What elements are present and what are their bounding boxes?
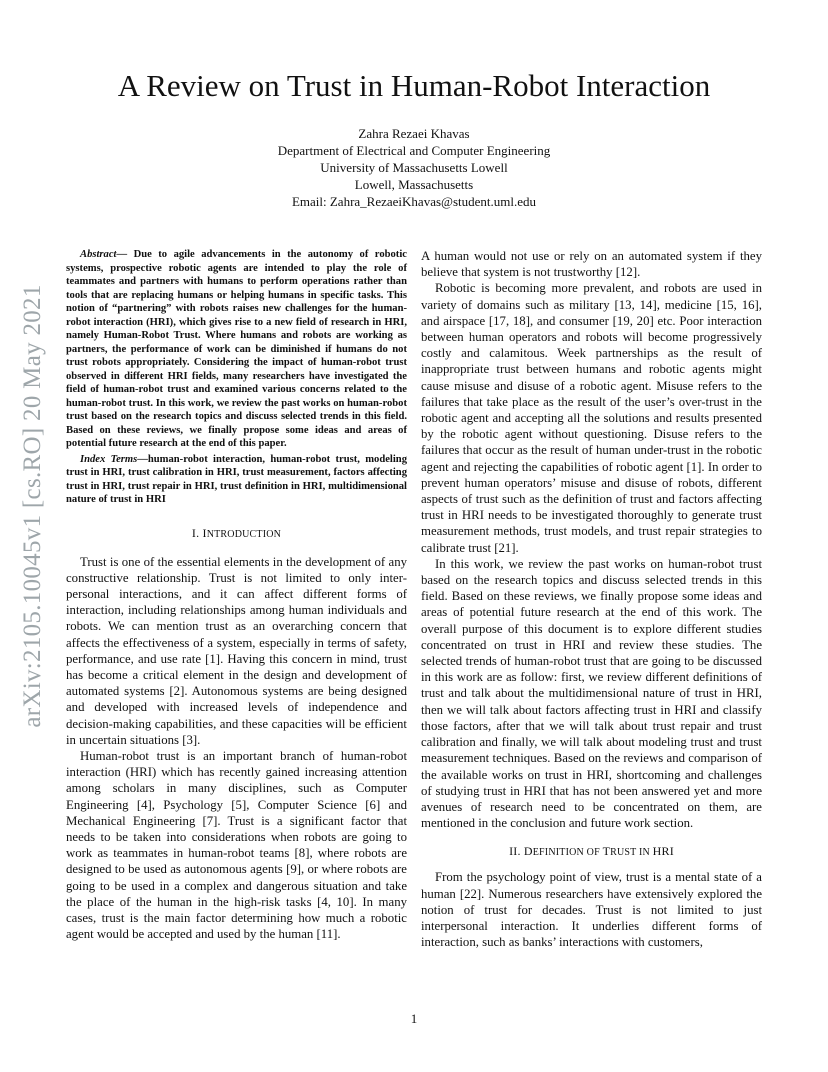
section-heading-introduction: I. INTRODUCTION (191, 525, 282, 540)
abstract (66, 248, 407, 451)
arxiv-identifier: arXiv:2105.10045v1 [cs.RO] 20 May 2021 (19, 284, 46, 728)
author-name: Zahra Rezaei Khavas (358, 126, 470, 141)
author-email: Email: Zahra_RezaeiKhavas@student.uml.edu (291, 194, 537, 209)
index-terms (66, 453, 407, 507)
author-department: Department of Electrical and Computer Engineering (277, 143, 551, 158)
paper-title: A Review on Trust in Human-Robot Interaction (117, 68, 711, 103)
index-terms-lead: Index Terms (80, 453, 138, 465)
author-university: University of Massachusetts Lowell (320, 160, 508, 175)
body-paragraph: From the psychology point of view, trust is a mental state of a human [22]. Numerous researchers have extensively explored the notion of trust for decades. Trust is not limited to just interpersonal interaction. It underlies different forms of interaction, such as banks’ interactions with customers, (421, 870, 762, 950)
index-terms-dash: — (137, 453, 148, 465)
page-number: 1 (410, 1011, 418, 1026)
index-terms-text: human-robot interaction, human-robot trust, modeling trust in HRI, trust calibration in HRI, trust measurement, factors affecting trust in HRI, trust repair in HRI, trust definition in HRI, multidimensional nature of trust in HRI (66, 453, 407, 505)
author-location: Lowell, Massachusetts (354, 177, 474, 192)
arxiv-side-stamp (20, 240, 46, 772)
abstract-text: Due to agile advancements in the autonomy of robotic systems, prospective robotic agents are intended to play the role of teammates and partners with humans to perform operations rather than tools that are replacing humans or helping humans in specific tasks. This notion of “partnering” with robots raises new challenges for the human-robot interaction (HRI), which gives rise to a new field of research in HRI, namely Human-Robot Trust. Where humans and robots are working as partners, the performance of work can be diminished if humans do not trust robots appropriately. Considering the impact of human-robot trust observed in different HRI fields, many researchers have investigated the field of human-robot trust and examined various concerns related to the human-robot trust. In this work, we review the past works on human-robot trust based on the research topics and discuss selected trends in this field. Based on these reviews, we finally propose some ideas and areas of potential future research at the end of this paper. (66, 249, 407, 449)
body-paragraph: Robotic is becoming more prevalent, and robots are used in variety of domains such as military [13, 14], medicine [15, 16], and airspace [17, 18], and consumer [19, 20] etc. Poor interaction between human operators and robots will become progressively costly and calamitous. Week partnerships as the result of inappropriate trust between humans and robotic agents might cause misuse and disuse of a robotic agent. Misuse refers to the failures that take place as the result of the user’s over-trust in the robotic agent and accepting all the solutions and results presented by the robotic agent without questioning. Disuse refers to the failures that occur as the result of human under-trust in the robotic agent and rejecting the capabilities of robotic agent [1]. In order to prevent human operators’ misuse and disuse of robots, different aspects of trust such as the definition of trust and factors affecting trust in HRI needs to be investigated thoroughly to generate trust measurement methods, trust models, and trust repair strategies to calibrate trust [21]. (421, 281, 762, 555)
section-heading-definition-of-trust: II. DEFINITION OF TRUST IN HRI (509, 844, 674, 859)
abstract-lead: Abstract (80, 249, 117, 260)
author-block (0, 125, 828, 210)
body-paragraph: Trust is one of the essential elements in the development of any constructive relationship. Trust is not limited to only inter-personal interactions, and it can affect different forms of interaction, including relationships among human individuals and robots. We can mention trust as an overarching concern that affects the effectiveness of a system, especially in terms of safety, performance, and use rate [1]. Having this concern in mind, trust has become a critical element in the design and development of automated systems [2]. Autonomous systems are being designed and developed with increased levels of independence and decision-making capabilities, and these capacities will be efficient in uncertain situations [3]. (66, 554, 407, 747)
body-paragraph: Human-robot trust is an important branch of human-robot interaction (HRI) which has recently gained increasing attention among scholars in many disciplines, such as Computer Engineering [4], Psychology [5], Computer Science [6] and Mechanical Engineering [7]. Trust is a significant factor that needs to be taken into considerations when robots are going to work as teammates in human-robot teams [8], where robots are designed to be used as autonomous agents [9], or where robots are going to be used in a complex and dangerous situation and take the place of the human in the high-risk tasks [4, 10]. In many cases, trust is the main factor determining how much a robotic agent would be accepted and used by the human [11]. (66, 748, 407, 942)
body-paragraph: In this work, we review the past works on human-robot trust based on the research topics and discuss selected trends in this field. Based on these reviews, we finally propose some ideas and areas of potential future research at the end of this work. The overall purpose of this document is to explore different studies concentrated on trust in HRI and review these studies. The selected trends of human-robot trust that are going to be discussed in this work are as follow: first, we review different definitions of trust and talk about the multidimensional nature of trust in HRI, then we will talk about factors affecting trust in HRI and classify those factors, after that we will talk about trust repair and trust calibration and finally, we will talk about modeling trust and trust measurement techniques. Based on the reviews and comparison of the available works on trust in HRI, shortcoming and challenges of studying trust in HRI that has not been answered yet and more avenues of research need to be concentrated on them, are mentioned in the conclusion and future work section. (421, 556, 762, 831)
left-column (66, 248, 407, 942)
right-column (421, 248, 762, 950)
abstract-dash: — (116, 249, 134, 260)
body-paragraph: A human would not use or rely on an automated system if they believe that system is not trustworthy [12]. (421, 249, 762, 280)
